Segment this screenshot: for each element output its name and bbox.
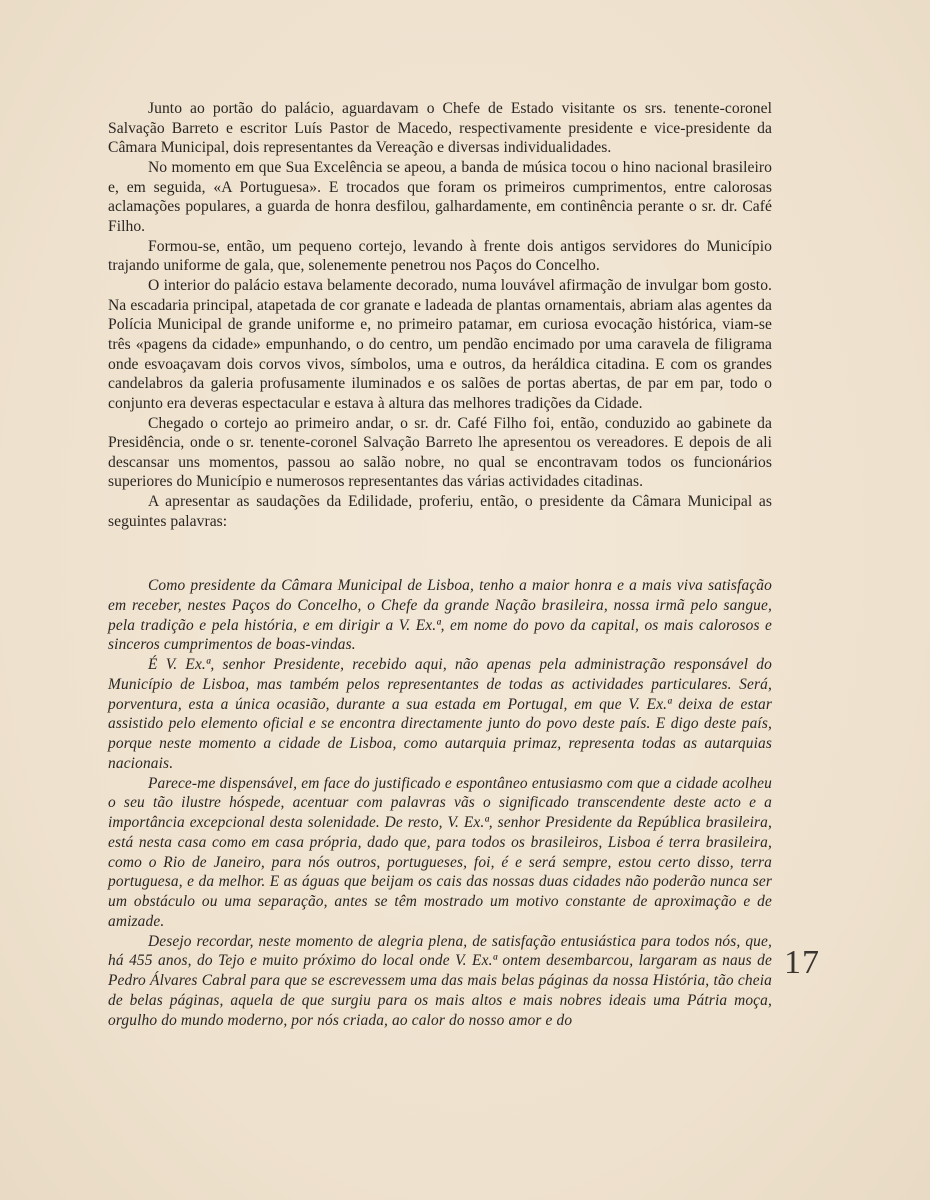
page-number: 17 — [784, 944, 820, 981]
paragraph: Chegado o cortejo ao primeiro andar, o sr. dr. Café Filho foi, então, conduzido ao gabinete da Presidência, onde o sr. tenente-coronel Salvação Barreto lhe apresentou os vereadores. E depois de ali descansar uns momentos, passou ao salão nobre, no qual se encontravam todos os funcionários superiores do Município e numerosos representantes das várias actividades citadinas. — [108, 414, 772, 491]
paragraph: Formou-se, então, um pequeno cortejo, levando à frente dois antigos servidores do Município trajando uniforme de gala, que, solenemente penetrou nos Paços do Concelho. — [108, 237, 772, 275]
speech-paragraph: Desejo recordar, neste momento de alegria plena, de satisfação entusiástica para todos nós, que, há 455 anos, do Tejo e muito próximo do local onde V. Ex.ª ontem desembarcou, largaram as naus de Pedro Álvares Cabral para que se escrevessem uma das mais belas páginas da nossa História, tão cheia de belas páginas, aquela de que surgiu para os mais altos e mais nobres ideais uma Pátria moça, orgulho do mundo moderno, por nós criada, ao calor do nosso amor e do — [108, 932, 772, 1029]
speech-text — [108, 576, 772, 1030]
speech-paragraph: É V. Ex.ª, senhor Presidente, recebido aqui, não apenas pela administração responsável do Município de Lisboa, mas também pelos representantes de todas as actividades particulares. Será, porventura, esta a única ocasião, durante a sua estada em Portugal, em que V. Ex.ª deixa de estar assistido pelo elemento oficial e se encontra directamente junto do povo deste país. E digo deste país, porque neste momento a cidade de Lisboa, como autarquia primaz, representa todas as autarquias nacionais. — [108, 656, 772, 772]
narrative-text — [108, 99, 772, 531]
paragraph: A apresentar as saudações da Edilidade, proferiu, então, o presidente da Câmara Municipal as seguintes palavras: — [108, 493, 772, 530]
speech-paragraph: Parece-me dispensável, em face do justificado e espontâneo entusiasmo com que a cidade acolheu o seu tão ilustre hóspede, acentuar com palavras vãs o significado transcendente deste acto e a importância excepcional desta solenidade. De resto, V. Ex.ª, senhor Presidente da República brasileira, está nesta casa como em casa própria, dado que, para todos os brasileiros, Lisboa é terra brasileira, como o Rio de Janeiro, para nós outros, portugueses, foi, é e será sempre, estou certo disso, terra portuguesa, e da melhor. E as águas que beijam os cais das nossas duas cidades não poderão nunca ser um obstáculo ou uma separação, antes se têm mostrado um motivo constante de aproximação e de amizade. — [108, 774, 772, 930]
paragraph: No momento em que Sua Excelência se apeou, a banda de música tocou o hino nacional brasileiro e, em seguida, «A Portuguesa». E trocados que foram os primeiros cumprimentos, entre calorosas aclamações populares, a guarda de honra desfilou, galhardamente, em continência perante o sr. dr. Café Filho. — [108, 158, 772, 235]
paragraph: O interior do palácio estava belamente decorado, numa louvável afirmação de invulgar bom gosto. Na escadaria principal, atapetada de cor granate e ladeada de plantas ornamentais, abriam alas agentes da Polícia Municipal de grande uniforme e, no primeiro patamar, em curiosa evocação histórica, viam-se três «pagens da cidade» empunhando, o do centro, um pendão encimado por uma caravela de filigrama onde esvoaçavam dois corvos vivos, símbolos, uma e outros, da heráldica citadina. E com os grandes candelabros da galeria profusamente iluminados e os salões de portas abertas, de par em par, todo o conjunto era deveras espectacular e estava à altura das melhores tradições da Cidade. — [108, 276, 772, 412]
paragraph: Junto ao portão do palácio, aguardavam o Chefe de Estado visitante os srs. tenente-coronel Salvação Barreto e escritor Luís Pastor de Macedo, respectivamente presidente e vice-presidente da Câmara Municipal, dois representantes da Vereação e diversas individualidades. — [108, 100, 772, 157]
speech-paragraph: Como presidente da Câmara Municipal de Lisboa, tenho a maior honra e a mais viva satisfação em receber, nestes Paços do Concelho, o Chefe da grande Nação brasileira, nossa irmã pelo sangue, pela tradição e pela história, e em dirigir a V. Ex.ª, em nome do povo da capital, os mais calorosos e sinceros cumprimentos de boas-vindas. — [108, 577, 772, 654]
